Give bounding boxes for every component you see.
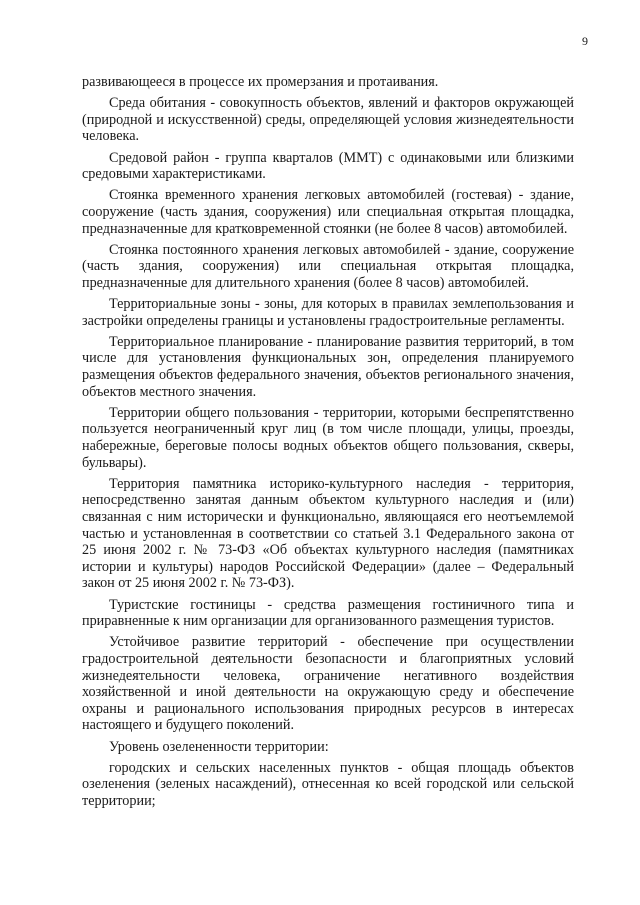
definition-ustoychivoe-razvitie: Устойчивое развитие территорий - обеспечение при осуществлении градостроительной деятельности безопасности и благоприятных условий жизнедеятельности человека, ограничение негативного воздействия хозяйственной и иной деятельности на окружающую среду и обеспечение охраны и рационального использования природных ресурсов в интересах настоящего и будущего поколений. [82,634,574,734]
paragraph-continuation: развивающееся в процессе их промерзания и протаивания. [82,74,439,90]
definition-stoyanka-vremennogo: Стоянка временного хранения легковых автомобилей (гостевая) - здание, сооружение (часть здания, сооружения) или специальная открытая площадка, предназначенные для кратковременной стоянки (не более 8 часов) автомобилей. [82,187,574,237]
definition-uroven-ozelenennosti-punktov: городских и сельских населенных пунктов - общая площадь объектов озеленения (зеленых насаждений), отнесенная ко всей городской или сельской территории; [82,759,574,809]
page-number: 9 [582,34,588,48]
definition-sreda-obitaniya: Среда обитания - совокупность объектов, явлений и факторов окружающей (природной и искусственной) среды, определяющей условия жизнедеятельности человека. [82,95,574,145]
definition-turistskie-gostinitsy: Туристские гостиницы - средства размещения гостиничного типа и приравненные к ним организации для организованного размещения туристов. [82,596,574,630]
definition-territoriya-pamyatnika: Территория памятника историко-культурного наследия - территория, непосредственно занятая данным объектом культурного наследия и (или) связанная с ним исторически и функционально, являющаяся его неотъемлемой частью и установленная в соответствии со статьей 3.1 Федерального закона от 25 июня 2002 г. № 73-ФЗ «Об объектах культурного наследия (памятниках истории и культуры) народов Российской Федерации» (далее – Федеральный закон от 25 июня 2002 г. № 73-ФЗ). [82,475,574,592]
definition-sredovoy-rayon: Средовой район - группа кварталов (ММТ) с одинаковыми или близкими средовыми характеристиками. [82,149,574,183]
definition-territorialnoe-planirovanie: Территориальное планирование - планирование развития территорий, в том числе для установления функциональных зон, определения планируемого размещения объектов федерального значения, объектов регионального значения, объектов местного значения. [82,333,574,400]
definition-stoyanka-postoyannogo: Стоянка постоянного хранения легковых автомобилей - здание, сооружение (часть здания, сооружения) или специальная открытая площадка, предназначенные для длительного хранения (более 8 часов) автомобилей. [82,241,574,291]
definition-territorii-obshchego-polzovaniya: Территории общего пользования - территории, которыми беспрепятственно пользуется неограниченный круг лиц (в том числе площади, улицы, проезды, набережные, береговые полосы водных объектов общего пользования, скверы, бульвары). [82,404,574,471]
definition-uroven-ozelenennosti: Уровень озелененности территории: [109,738,329,755]
document-body [82,74,574,814]
definition-territorialnye-zony: Территориальные зоны - зоны, для которых в правилах землепользования и застройки определены границы и установлены градостроительные регламенты. [82,296,574,329]
